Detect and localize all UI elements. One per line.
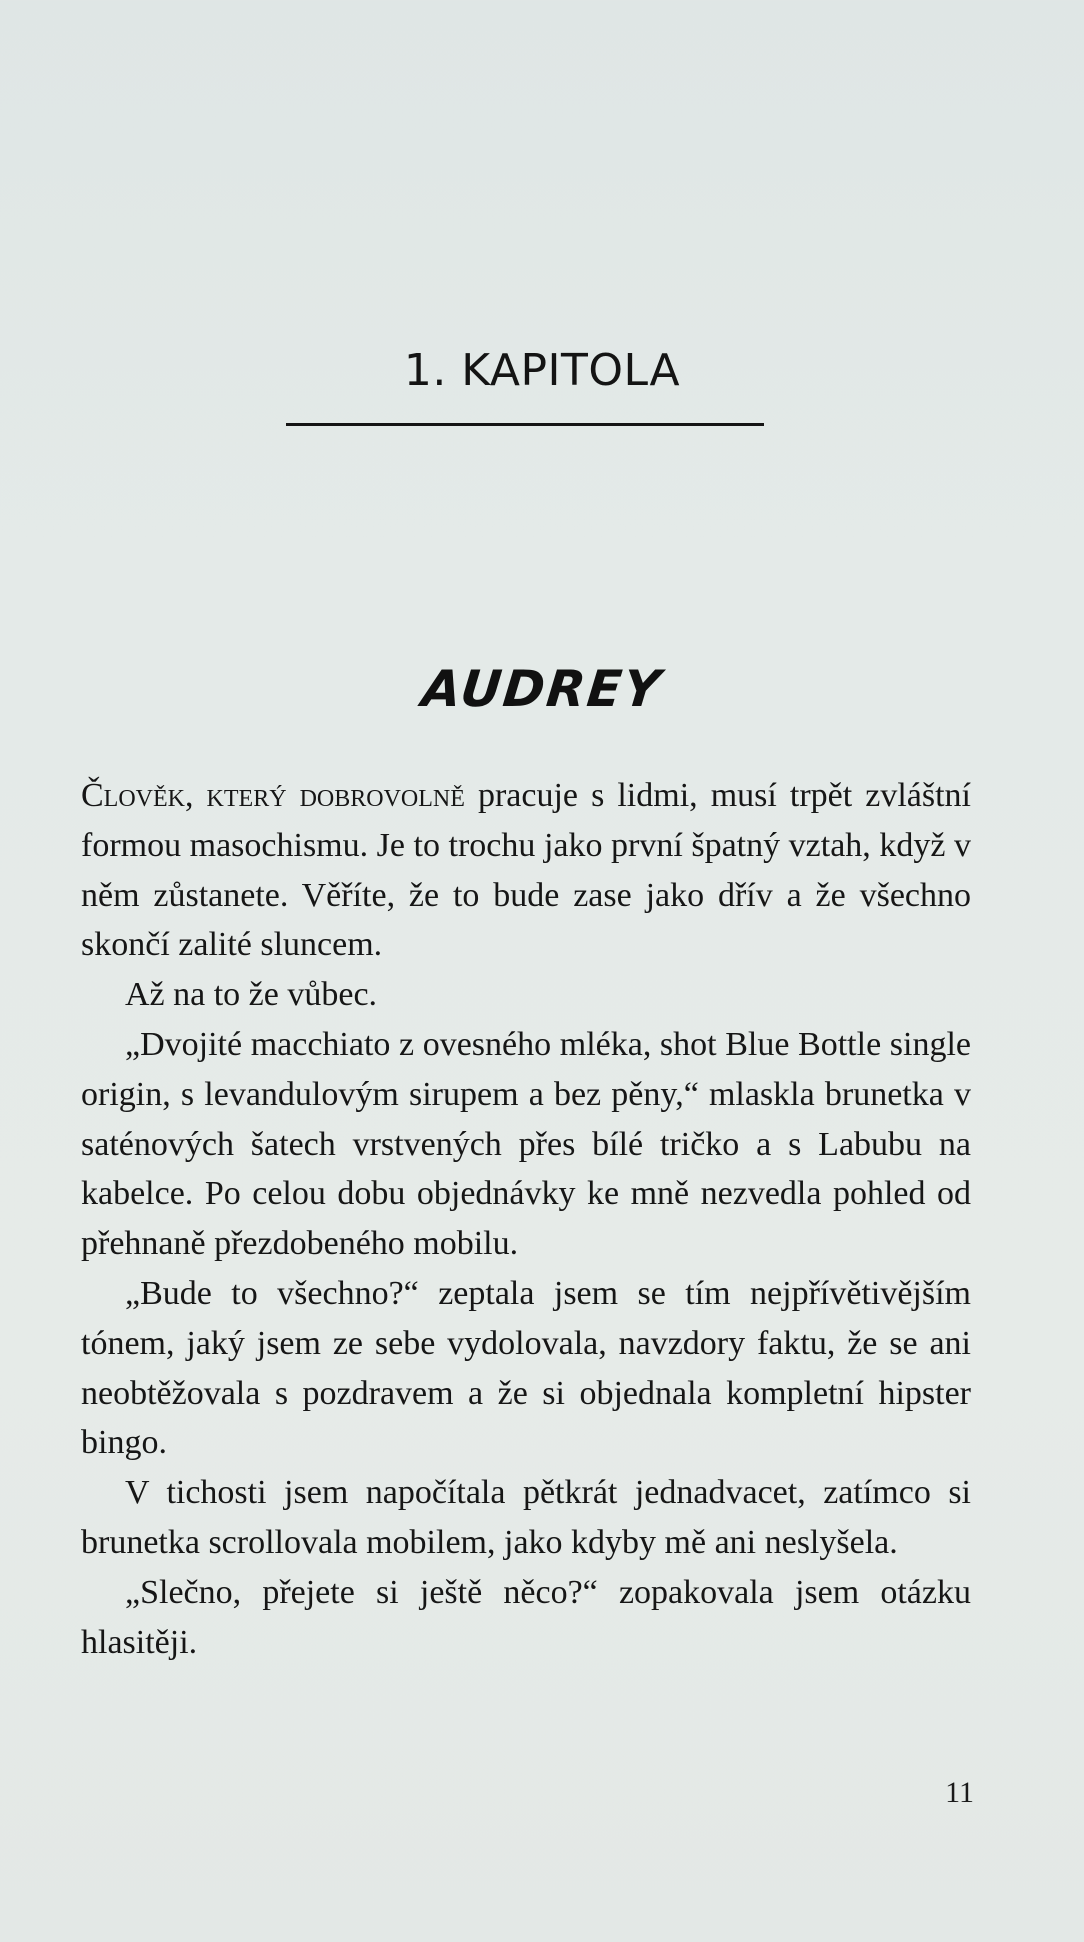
chapter-body: [81, 771, 971, 1667]
paragraph: [81, 771, 971, 970]
paragraph: „Dvojité macchiato z ovesného mléka, shot Blue Bottle single origin, s levandulovým sirupem a bez pěny,“ mlaskla brunetka v saténových šatech vrstvených přes bílé tričko a s Labubu na kabelce. Po celou dobu objednávky ke mně nezvedla pohled od přehnaně přezdobeného mobilu.: [81, 1025, 971, 1263]
paragraph: V tichosti jsem napočítala pětkrát jednadvacet, zatímco si brunetka scrollovala mobilem, jako kdyby mě ani neslyšela.: [81, 1474, 971, 1561]
paragraph-text: pracuje s lidmi, musí trpět zvláštní formou masochismu. Je to trochu jako první špatný vztah, když v něm zůstanete. Věříte, že to bude zase jako dřív a že všechno skončí zalité sluncem.: [81, 777, 971, 964]
page-number: 11: [945, 1776, 974, 1809]
paragraph: „Slečno, přejete si ještě něco?“ zopakovala jsem otázku hlasitěji.: [81, 1573, 971, 1661]
title-rule: [286, 423, 764, 426]
chapter-title: 1. KAPITOLA: [403, 345, 681, 396]
pov-character-name: AUDREY: [419, 660, 665, 718]
paragraph-lead-smallcaps: Člověk, který dobrovolně: [81, 777, 465, 814]
paragraph: Až na to že vůbec.: [125, 976, 378, 1014]
paragraph: „Bude to všechno?“ zeptala jsem se tím nejpřívětivějším tónem, jaký jsem ze sebe vydolovala, navzdory faktu, že se ani neobtěžovala s pozdravem a že si objednala kompletní hipster bingo.: [81, 1274, 971, 1462]
